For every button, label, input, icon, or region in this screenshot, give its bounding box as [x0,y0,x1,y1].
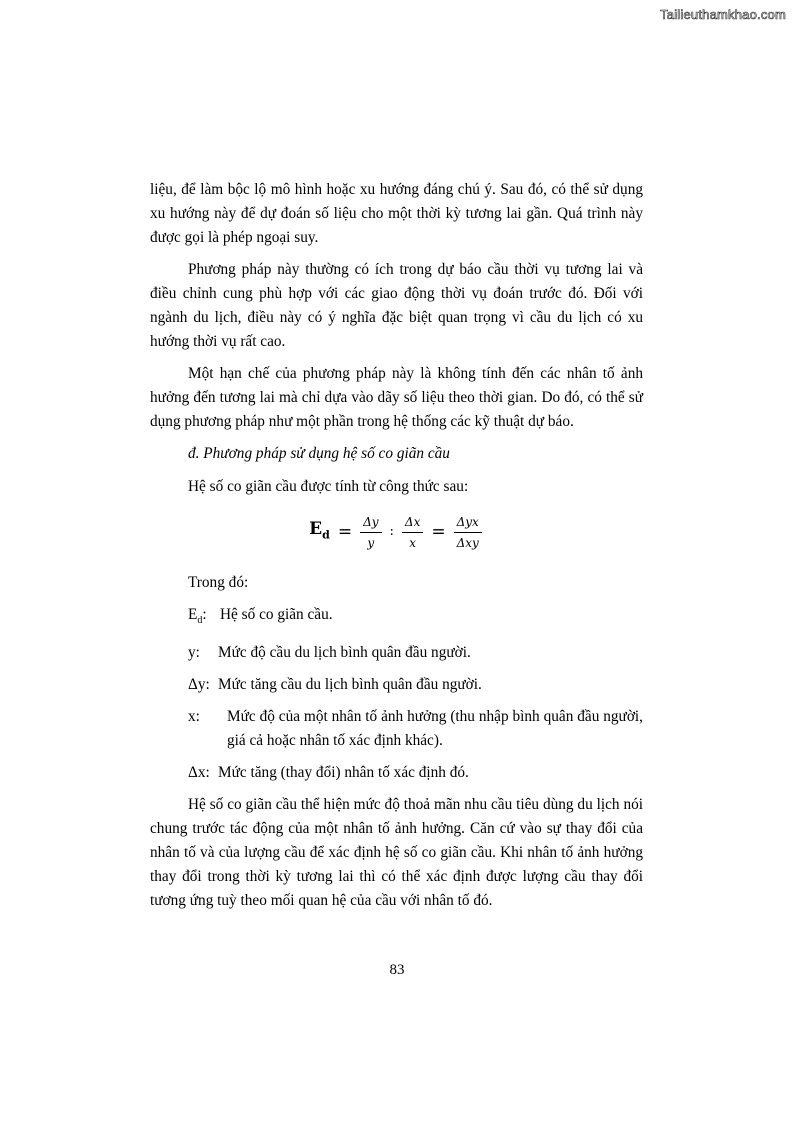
formula-equals-1: = [337,522,353,542]
definition-text: Mức tăng (thay đổi) nhân tố xác định đó. [218,764,469,782]
fraction-numerator: Δx [402,514,423,533]
formula-lhs-symbol: E [309,518,323,539]
definition-term: Δy: [188,676,210,694]
formula-lhs [309,517,330,547]
term-subscript: d [197,615,203,627]
paragraph-last: Hệ số co giãn cầu thể hiện mức độ thoả mãn nhu cầu tiêu dùng du lịch nói chung trước tác động của một nhân tố ảnh hưởng. Căn cứ vào sự thay đổi của nhân tố và của lượng cầu để xác định hệ số co giãn cầu. Khi nhân tố ảnh hưởng thay đổi trong thời kỳ tương lai thì có thể xác định được lượng cầu thay đổi tương ứng tuỳ theo mối quan hệ của cầu với nhân tố đó. [150,796,643,910]
fraction-numerator: Δy [360,514,381,533]
definition-term [188,603,218,633]
term-colon: : [202,606,207,623]
where-label: Trong đó: [188,574,249,591]
definition-x [188,705,643,753]
definition-text: Mức tăng cầu du lịch bình quân đầu người. [218,676,482,694]
paragraph-1: liệu, để làm bộc lộ mô hình hoặc xu hướng đáng chú ý. Sau đó, có thể sử dụng xu hướng này để dự đoán số liệu cho một thời kỳ tương lai gần. Quá trình này được gọi là phép ngoại suy. [150,181,643,246]
fraction-denominator: x [409,535,417,550]
term-symbol: E [188,606,198,623]
definition-text: Hệ số co giãn cầu. [220,606,333,623]
formula-colon: : [389,524,394,539]
fraction-result [454,514,482,551]
elasticity-formula [150,507,643,557]
definition-term: y: [188,644,200,662]
definition-delta-x [188,761,643,785]
definition-term: Δx: [188,764,210,782]
definition-text: Mức độ cầu du lịch bình quân đầu người. [218,644,471,662]
paragraph-3: Một hạn chế của phương pháp này là không tính đến các nhân tố ảnh hưởng đến tương lai mà chỉ dựa vào dãy số liệu theo thời gian. Do đó, có thể sử dụng phương pháp như một phần trong hệ thống các kỹ thuật dự báo. [150,365,643,430]
formula-lhs-subscript: d [322,528,330,542]
definition-term: x: [188,708,200,726]
fraction-delta-y-over-y [360,514,381,551]
definition-y [188,641,643,665]
definition-delta-y [188,673,643,697]
fraction-denominator: y [367,535,375,550]
paragraph-2: Phương pháp này thường có ích trong dự báo cầu thời vụ tương lai và điều chỉnh cung phù hợp với các giao động thời vụ đoán trước đó. Đối với ngành du lịch, điều này có ý nghĩa đặc biệt quan trọng vì cầu du lịch có xu hướng thời vụ rất cao. [150,261,643,350]
page-body [150,178,643,921]
watermark-text: Tailieuthamkhao.com [660,7,786,22]
section-heading: đ. Phương pháp sử dụng hệ số co giãn cầu [188,445,450,462]
formula-intro: Hệ số co giãn cầu được tính từ công thức sau: [188,478,469,495]
definition-text: Mức độ của một nhân tố ảnh hưởng (thu nhập bình quân đầu người, giá cả hoặc nhân tố xác định khác). [227,708,643,750]
fraction-numerator: Δyx [454,514,482,533]
fraction-delta-x-over-x [402,514,423,551]
page-number: 83 [389,962,405,978]
formula-equals-2: = [431,522,446,542]
fraction-denominator: Δxy [456,535,479,550]
definition-ed [188,603,643,633]
